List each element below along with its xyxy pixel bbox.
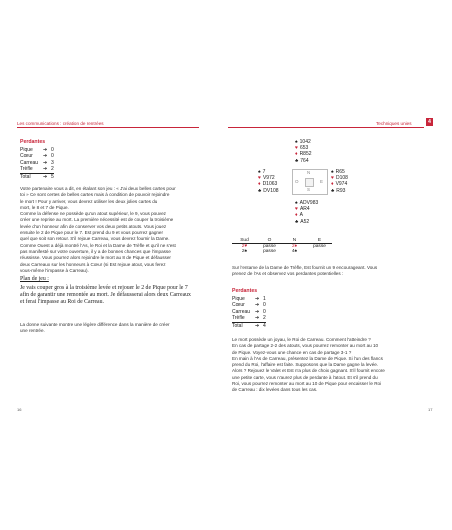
losers-suit: Cœur — [232, 302, 245, 309]
text-line: prenez de l'As et observez vos perdantes potentielles : — [232, 271, 344, 277]
bidding-header-cell: O — [267, 238, 272, 243]
hand-east — [331, 169, 348, 194]
arrow-icon: ➔ — [43, 174, 48, 181]
text-line: Sur l'entame de la Dame de Trèfle, Est fournit un 9 encourageant. Vous — [232, 265, 378, 270]
losers-suit: Trèfle — [232, 315, 245, 322]
bidding-cell — [307, 249, 332, 254]
bidding-cell: 4♠ — [291, 249, 298, 254]
losers-count: 3 — [51, 159, 54, 166]
bidding-table — [232, 238, 332, 254]
hand-suit-row — [258, 188, 279, 194]
text-line: Le mort possède un joyau, le Roi de Carreau. Comment l'atteindre ? — [232, 337, 371, 342]
body-paragraph-2 — [20, 322, 202, 335]
losers-table-right — [232, 296, 266, 330]
arrow-icon: ➔ — [255, 315, 260, 322]
hand-cards: D1063 — [262, 181, 278, 188]
header-rule-right — [228, 127, 424, 128]
losers-suit: Total — [20, 174, 31, 181]
losers-count: 2 — [263, 315, 266, 322]
suit-icon: ♦ — [295, 151, 298, 158]
bidding-cell: passe — [263, 249, 276, 254]
hand-cards: V972 — [262, 175, 275, 182]
hand-cards: DV108 — [263, 187, 279, 194]
arrow-icon: ➔ — [43, 147, 48, 153]
arrow-icon: ➔ — [43, 153, 48, 160]
hand-cards: R852 — [299, 151, 312, 158]
text-line: vous-même l'impasse à Carreau). — [20, 267, 89, 273]
losers-title-left: Perdantes — [20, 139, 46, 145]
text-line: une rentrée. — [20, 328, 45, 334]
header-rule-left — [17, 127, 199, 128]
losers-row — [232, 315, 266, 321]
compass-south: S — [307, 187, 311, 192]
bidding-header-cell: Sud — [240, 238, 249, 243]
compass-center — [305, 178, 314, 187]
hand-north — [295, 139, 312, 164]
hand-cards: D108 — [335, 175, 348, 182]
hand-cards: R65 — [335, 169, 345, 175]
text-line: mort, le 8 et 7 de Pique. — [20, 204, 69, 210]
suit-icon: ♥ — [295, 145, 298, 152]
text-line: de Carreau : dix levées dans tous les cas. — [232, 387, 318, 393]
bidding-cell: passe — [313, 244, 326, 249]
suit-icon: ♠ — [258, 169, 261, 175]
suit-icon: ♥ — [295, 206, 298, 213]
text-line: Comme Ouest a déjà montré l'As, le Roi et la Dame de Trèfle et qu'il ne s'est — [20, 242, 176, 248]
hand-cards: V974 — [335, 181, 348, 188]
suit-icon: ♣ — [331, 187, 335, 194]
body-paragraph-1 — [20, 186, 202, 274]
text-line: Roi, vous pourrez remonter au mort au 10 de Pique pour encaisser le Roi — [232, 381, 382, 387]
text-line: prend du Roi, l'affaire est faite. Supposons que la Dame gagne la levée. — [232, 362, 379, 368]
losers-title-right: Perdantes — [232, 288, 258, 294]
losers-count: 1 — [263, 296, 266, 302]
bidding-header-cell: N — [292, 238, 297, 243]
hand-cards: 764 — [300, 157, 309, 164]
losers-row — [232, 322, 266, 329]
losers-count: 2 — [51, 166, 54, 173]
text-line: Comme la défense ne possède qu'un atout supérieur, le 9, vous pouvez — [20, 211, 166, 217]
hand-cards: A — [299, 212, 303, 219]
text-line: réussisse. Vous pourrez alors rejoindre le mort au 8 de Pique et défausser — [20, 255, 171, 261]
losers-count: 0 — [51, 153, 54, 160]
losers-suit: Cœur — [20, 153, 33, 160]
text-line: ensuite le 2 de Pique pour le 7. Est prend du 9 et vous pourrez gagner — [20, 230, 164, 236]
text-line: pas manifesté sur votre ouverture, il y a de bonnes chances que l'impasse — [20, 248, 171, 254]
losers-count: 5 — [51, 174, 54, 181]
hand-cards: AR4 — [299, 206, 310, 213]
hand-cards: 1042 — [299, 139, 311, 145]
suit-icon: ♦ — [295, 212, 298, 219]
page-number-right: 17 — [428, 407, 433, 412]
losers-count: 0 — [51, 147, 54, 153]
bidding-cell: 2♦ — [291, 244, 298, 249]
hand-suit-row — [331, 188, 348, 194]
suit-icon: ♠ — [331, 169, 334, 175]
losers-row — [20, 166, 54, 172]
losers-suit: Trèfle — [20, 166, 33, 173]
hand-cards: A52 — [300, 218, 310, 225]
compass-north: N — [307, 170, 311, 175]
running-header-left: Les communications : création de rentrées — [17, 121, 104, 126]
suit-icon: ♦ — [258, 181, 261, 188]
losers-suit: Pique — [232, 296, 245, 302]
page-number-left: 16 — [17, 407, 22, 412]
hand-south — [295, 200, 318, 225]
text-line: et ferai l'impasse au Roi de Carreau. — [20, 299, 104, 305]
text-line: de Pique. Voyez-vous une chance en cas de partage 3-1 ? — [232, 349, 352, 355]
plan-text — [20, 285, 202, 306]
arrow-icon: ➔ — [255, 302, 260, 309]
chapter-tab: 4 — [426, 118, 433, 126]
bidding-cell: passe — [263, 244, 276, 249]
losers-suit: Carreau — [20, 159, 39, 166]
losers-count: 0 — [263, 308, 266, 315]
losers-count: 4 — [263, 323, 266, 330]
text-line: créer une reprise au mort. La première nécessité est de couper la troisième — [20, 217, 174, 223]
bidding-cell: 2♥ — [241, 244, 248, 249]
suit-icon: ♠ — [295, 200, 298, 206]
losers-row — [20, 173, 54, 180]
text-line: Je vais couper gros à la troisième levée et rejouer le 2 de Pique pour le 7 — [20, 285, 188, 291]
arrow-icon: ➔ — [43, 159, 48, 166]
text-line: une petite carte, vous n'aurez plus de perdante à l'atout. Et s'il prend du — [232, 374, 378, 380]
losers-table-left — [20, 147, 54, 181]
hand-cards: 653 — [299, 145, 309, 152]
losers-count: 0 — [263, 302, 266, 309]
arrow-icon: ➔ — [255, 308, 260, 315]
text-line: levée d'un honneur afin de conserver vos deux petits atouts. Vous jouez — [20, 223, 167, 229]
hand-suit-row — [295, 219, 318, 225]
suit-icon: ♣ — [258, 187, 262, 194]
suit-icon: ♥ — [258, 175, 261, 182]
right-intro — [232, 265, 428, 278]
hand-cards: ADV983 — [299, 200, 319, 206]
hand-cards: 7 — [262, 169, 266, 175]
compass-west: O — [295, 179, 299, 184]
bidding-row — [232, 249, 332, 254]
text-line: Alors ? Rejouez le Valet et Est n'a plus de choix gagnant. S'il fournit encore — [232, 368, 385, 374]
text-line: En main à l'As de Carreau, présentez la Dame de Pique. Si l'un des flancs — [232, 355, 383, 361]
suit-icon: ♥ — [331, 175, 334, 182]
text-line: toi » Ce sont certes de belles cartes mais à condition de pouvoir rejoindre — [20, 192, 170, 198]
text-line: En cas de partage 2-2 des atouts, vous pourrez remonter au mort au 10 — [232, 343, 379, 349]
suit-icon: ♠ — [295, 139, 298, 145]
hand-west — [258, 169, 279, 194]
running-header-right: Techniques unies — [376, 121, 412, 126]
suit-icon: ♣ — [295, 218, 299, 225]
text-line: le mort ! Pour y arriver, vous devrez utiliser les deux jolies cartes du — [20, 198, 158, 204]
bidding-header-cell: E — [317, 238, 322, 243]
plan-title: Plan de jeu : — [20, 276, 49, 282]
losers-suit: Total — [232, 323, 243, 330]
suit-icon: ♦ — [331, 181, 334, 188]
right-paragraph — [232, 337, 428, 394]
losers-suit: Pique — [20, 147, 33, 153]
hand-suit-row — [295, 158, 312, 164]
arrow-icon: ➔ — [255, 323, 260, 330]
bidding-cell: 2♠ — [241, 249, 248, 254]
hand-cards: R93 — [336, 187, 346, 194]
compass-east: E — [320, 179, 324, 184]
arrow-icon: ➔ — [255, 296, 260, 302]
suit-icon: ♣ — [295, 157, 299, 164]
arrow-icon: ➔ — [43, 166, 48, 173]
text-line: afin de garantir une remontée au mort. Je défausserai alors deux Carreaux — [20, 292, 191, 298]
text-line: La donne suivante montre une légère différence dans la manière de créer — [20, 322, 170, 327]
text-line: deux Carreaux sur les honneurs à Cœur (si Est rejoue atout, vous ferez — [20, 261, 166, 267]
text-line: quel que soit son retour. S'il rejoue Carreau, vous devrez fournir la Dame. — [20, 236, 170, 242]
losers-suit: Carreau — [232, 308, 251, 315]
text-line: Votre partenaire vous a dit, en étalant son jeu : « J'ai deux belles cartes pour — [20, 186, 176, 191]
